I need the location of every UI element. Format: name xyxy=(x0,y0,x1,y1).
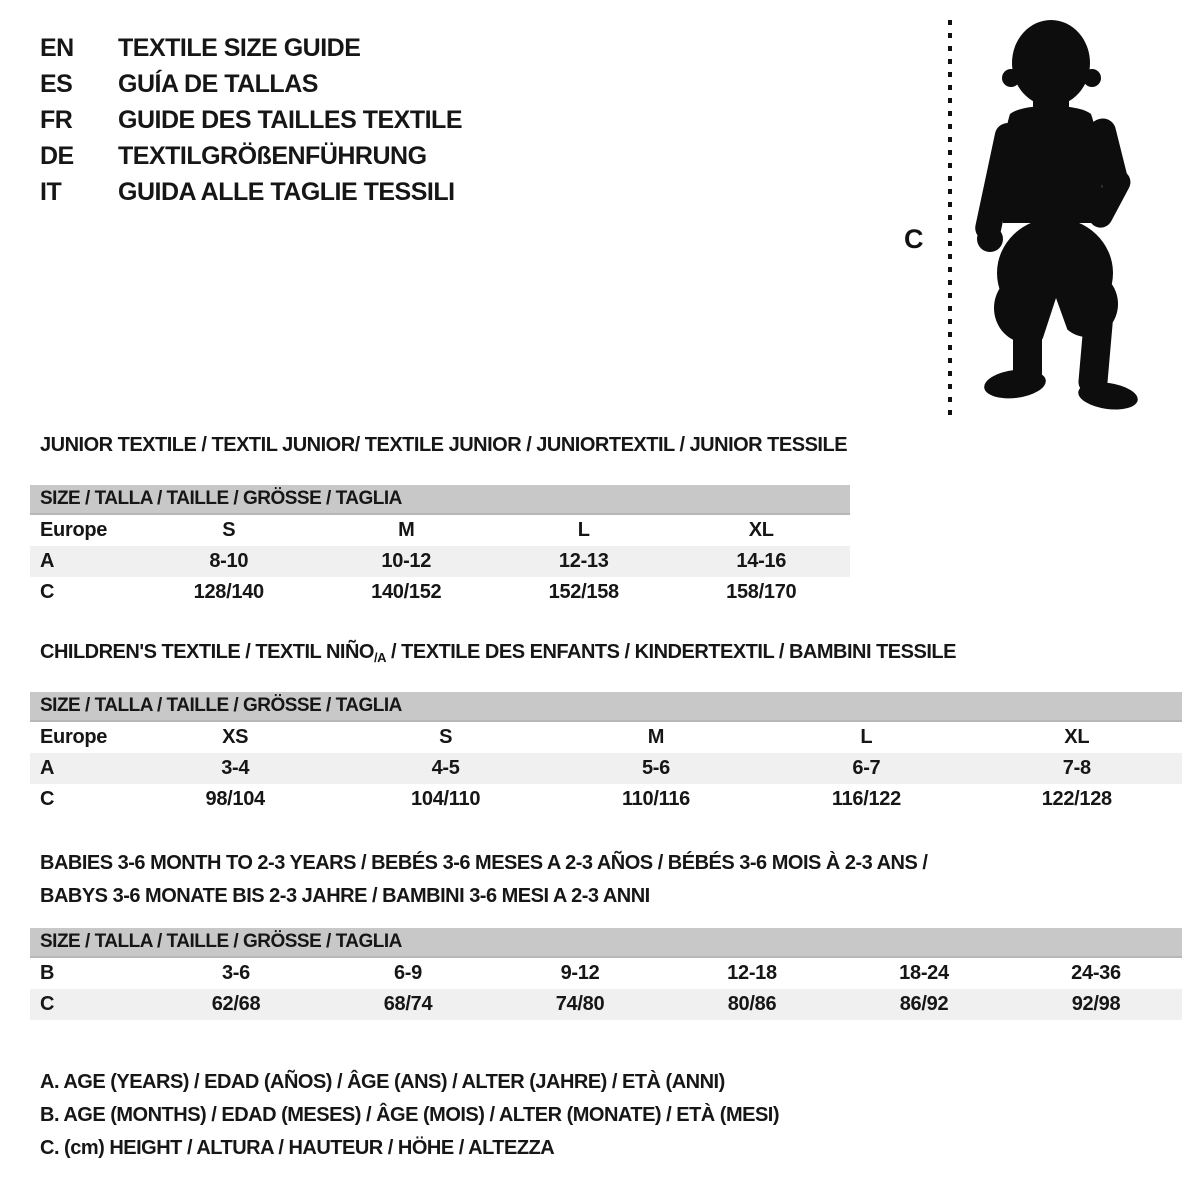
table-row-age-years xyxy=(30,546,850,577)
size-header-row: SIZE / TALLA / TAILLE / GRÖSSE / TAGLIA xyxy=(30,692,1182,722)
row-label: A xyxy=(40,550,55,572)
cell: 104/110 xyxy=(411,788,481,810)
language-title: GUIDA ALLE TAGLIE TESSILI xyxy=(118,177,455,206)
language-row-en xyxy=(40,30,462,66)
cell: 7-8 xyxy=(1062,757,1091,779)
cell: 12-18 xyxy=(727,962,777,984)
cell: 18-24 xyxy=(899,962,949,984)
language-code: FR xyxy=(40,105,73,134)
cell: 122/128 xyxy=(1041,788,1112,810)
cell: 116/122 xyxy=(831,788,901,810)
language-title: TEXTILGRÖßENFÜHRUNG xyxy=(118,141,427,170)
cell: 152/158 xyxy=(548,581,619,603)
row-label: B xyxy=(40,962,55,984)
cell: 110/116 xyxy=(621,788,690,810)
cell: 10-12 xyxy=(381,550,432,572)
legend-age-years: A. AGE (YEARS) / EDAD (AÑOS) / ÂGE (ANS) / ALTER (JAHRE) / ETÀ (ANNI) xyxy=(40,1071,725,1093)
cell: 3-6 xyxy=(221,962,250,984)
measure-legend xyxy=(40,1066,779,1165)
cell: 128/140 xyxy=(193,581,264,603)
size-header-row: SIZE / TALLA / TAILLE / GRÖSSE / TAGLIA xyxy=(30,928,1182,958)
table-row-europe xyxy=(30,722,1182,753)
children-title-sub: /A xyxy=(373,650,386,665)
cell: 158/170 xyxy=(726,581,797,603)
cell: 6-9 xyxy=(393,962,422,984)
children-title-post: / TEXTILE DES ENFANTS / KINDERTEXTIL / BAMBINI TESSILE xyxy=(385,641,956,663)
language-row-es xyxy=(40,66,462,102)
cell: XS xyxy=(222,726,249,748)
language-title-list xyxy=(40,30,462,210)
table-row-height xyxy=(30,784,1182,815)
size-header-row: SIZE / TALLA / TAILLE / GRÖSSE / TAGLIA xyxy=(30,485,850,515)
cell: L xyxy=(860,726,873,748)
children-size-table xyxy=(30,692,1182,815)
language-code: DE xyxy=(40,141,74,170)
table-row-height xyxy=(30,577,850,608)
babies-section-title-line1: BABIES 3-6 MONTH TO 2-3 YEARS / BEBÉS 3-6 MESES A 2-3 AÑOS / BÉBÉS 3-6 MOIS À 2-3 ANS / xyxy=(40,852,928,874)
cell: 8-10 xyxy=(209,550,249,572)
language-title: GUÍA DE TALLAS xyxy=(118,69,318,98)
cell: 14-16 xyxy=(736,550,787,572)
language-code: EN xyxy=(40,33,74,62)
table-row-europe xyxy=(30,515,850,546)
junior-section-title: JUNIOR TEXTILE / TEXTIL JUNIOR/ TEXTILE JUNIOR / JUNIORTEXTIL / JUNIOR TESSILE xyxy=(40,434,848,456)
cell: 74/80 xyxy=(555,993,605,1015)
babies-size-table xyxy=(30,928,1182,1020)
cell: M xyxy=(398,519,415,541)
row-label: C xyxy=(40,788,55,810)
cell: 80/86 xyxy=(727,993,777,1015)
cell: 5-6 xyxy=(641,757,670,779)
cell: 68/74 xyxy=(383,993,433,1015)
language-code: IT xyxy=(40,177,62,206)
legend-age-months: B. AGE (MONTHS) / EDAD (MESES) / ÂGE (MOIS) / ALTER (MONATE) / ETÀ (MESI) xyxy=(40,1104,780,1126)
language-row-de xyxy=(40,138,462,174)
cell: 86/92 xyxy=(899,993,949,1015)
language-code: ES xyxy=(40,69,73,98)
cell: 92/98 xyxy=(1071,993,1121,1015)
children-title-pre: CHILDREN'S TEXTILE / TEXTIL NIÑO xyxy=(40,641,374,663)
language-title: TEXTILE SIZE GUIDE xyxy=(118,33,361,62)
cell: M xyxy=(647,726,665,748)
cell: 4-5 xyxy=(431,757,460,779)
language-title: GUIDE DES TAILLES TEXTILE xyxy=(118,105,463,134)
language-row-it xyxy=(40,174,462,210)
babies-section-title-line2: BABYS 3-6 MONATE BIS 2-3 JAHRE / BAMBINI 3-6 MESI A 2-3 ANNI xyxy=(40,885,650,907)
table-row-age-years xyxy=(30,753,1182,784)
table-row-height xyxy=(30,989,1182,1020)
junior-size-table xyxy=(30,485,850,608)
row-label: Europe xyxy=(40,519,108,541)
cell: S xyxy=(222,519,236,541)
cell: 24-36 xyxy=(1071,962,1121,984)
cell: 98/104 xyxy=(205,788,265,810)
row-label: C xyxy=(40,993,55,1015)
row-label: C xyxy=(40,581,55,603)
toddler-silhouette-icon xyxy=(973,20,1140,413)
cell: 6-7 xyxy=(852,757,881,779)
table-row-age-months xyxy=(30,958,1182,989)
children-section-title xyxy=(40,641,956,665)
cell: S xyxy=(439,726,453,748)
cell: 12-13 xyxy=(558,550,609,572)
toddler-height-figure xyxy=(890,8,1160,428)
cell: 62/68 xyxy=(211,993,261,1015)
legend-height: C. (cm) HEIGHT / ALTURA / HAUTEUR / HÖHE / ALTEZZA xyxy=(40,1137,555,1159)
row-label: Europe xyxy=(40,726,108,748)
row-label: A xyxy=(40,757,55,779)
cell: 140/152 xyxy=(371,581,442,603)
cell: L xyxy=(577,519,590,541)
cell: 3-4 xyxy=(221,757,250,779)
cell: XL xyxy=(748,519,774,541)
height-label: C xyxy=(904,224,924,254)
cell: XL xyxy=(1064,726,1090,748)
cell: 9-12 xyxy=(560,962,600,984)
language-row-fr xyxy=(40,102,462,138)
